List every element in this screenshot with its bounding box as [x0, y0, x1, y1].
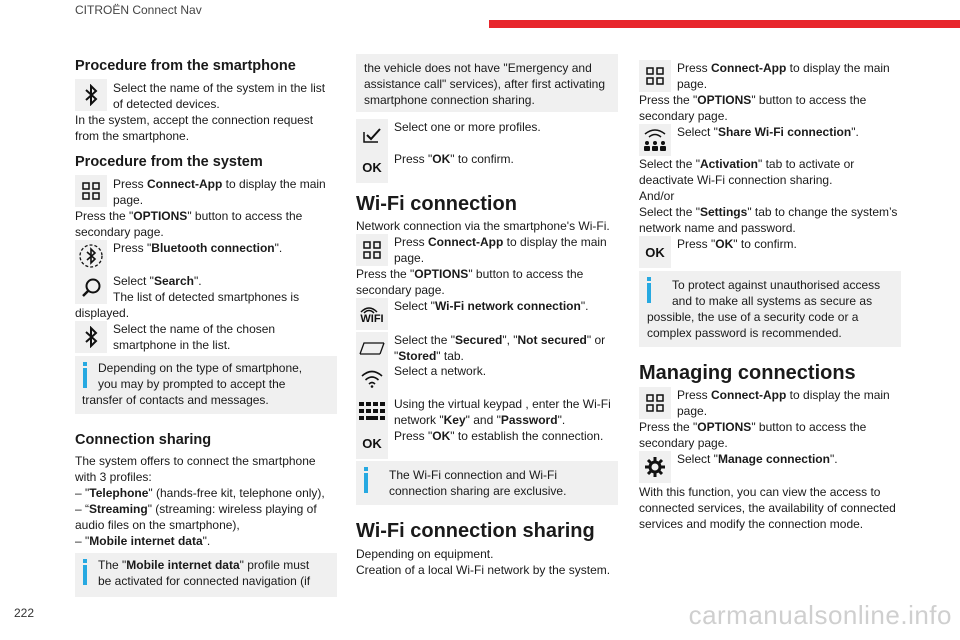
text-line: With this function, you can view the access to: [639, 485, 881, 499]
text-line: page.: [113, 193, 144, 207]
share-wifi-icon: [639, 124, 671, 156]
text-line: The list of detected smartphones is: [113, 290, 300, 304]
text-line: – "Mobile internet data".: [75, 534, 211, 548]
text-line: Press Connect-App to display the main: [394, 235, 607, 249]
text-line: connected services, the availability of connected: [639, 501, 896, 515]
text-line: Select "Wi-Fi network connection".: [394, 299, 589, 313]
info-note: Depending on the type of smartphone, you may by prompted to accept the transfer of contacts and messages.: [75, 356, 337, 414]
info-icon: [647, 283, 651, 303]
text-line: network "Key" and "Password".: [394, 413, 566, 427]
watermark: carmanualsonline.info: [688, 600, 952, 630]
text-line: Press Connect-App to display the main: [113, 177, 326, 191]
ok-icon: OK: [639, 236, 671, 268]
text-line: Select the "Settings" tab to change the system’s: [639, 205, 898, 219]
text-line: "Stored" tab.: [394, 349, 464, 363]
text-line: secondary page.: [639, 436, 728, 450]
heading-wifi-connection-sharing: Wi-Fi connection sharing: [356, 520, 595, 542]
keypad-icon: [356, 395, 388, 427]
text-line: secondary page.: [75, 225, 164, 239]
search-icon: [75, 272, 107, 304]
text-line: Select the name of the system in the list: [113, 81, 326, 95]
text-line: Select the "Activation" tab to activate or: [639, 157, 855, 171]
text-line: smartphone in the list.: [113, 338, 231, 352]
text-line: Press the "OPTIONS" button to access the: [639, 93, 867, 107]
text-line: – "Telephone" (hands-free kit, telephone only),: [75, 486, 325, 500]
text-line: Press "OK" to confirm.: [394, 152, 514, 166]
tab-icon: [356, 332, 388, 364]
info-note-continued: the vehicle does not have "Emergency and assistance call" services), after first activating smartphone connection sharing.: [356, 54, 618, 112]
text-line: secondary page.: [356, 283, 445, 297]
text-line: Using the virtual keypad , enter the Wi-Fi: [394, 397, 611, 411]
info-icon: [83, 565, 87, 585]
text-line: Select the name of the chosen: [113, 322, 276, 336]
text-line: of detected devices.: [113, 97, 220, 111]
info-note: To protect against unauthorised access and to make all systems as secure as possible, the use of a security code or a complex password is recommended.: [639, 271, 901, 347]
page-number: 222: [14, 606, 35, 620]
text-line: Network connection via the smartphone's Wi-Fi.: [356, 219, 610, 233]
text-line: audio files on the smartphone),: [75, 518, 240, 532]
apps-grid-icon: [639, 60, 671, 92]
text-line: Press the "OPTIONS" button to access the: [75, 209, 303, 223]
text-line: Press "OK" to confirm.: [677, 237, 797, 251]
wifi-icon: [356, 363, 388, 395]
text-line: Creation of a local Wi-Fi network by the system.: [356, 563, 611, 577]
text-line: services and modify the connection mode.: [639, 517, 864, 531]
info-icon: [83, 368, 87, 388]
text-line: In the system, accept the connection request: [75, 113, 314, 127]
apps-grid-icon: [356, 234, 388, 266]
text-line: – “Streaming" (streaming: wireless playing of: [75, 502, 317, 516]
text-line: Press Connect-App to display the main: [677, 388, 890, 402]
text-line: page.: [677, 77, 708, 91]
header-title: CITROËN Connect Nav: [75, 3, 202, 17]
info-icon: [364, 473, 368, 493]
heading-procedure-smartphone: Procedure from the smartphone: [75, 58, 296, 74]
text-line: page.: [394, 251, 425, 265]
text-line: Select the "Secured", "Not secured" or: [394, 333, 606, 347]
text-line: with 3 profiles:: [75, 470, 152, 484]
text-line: Press Connect-App to display the main: [677, 61, 890, 75]
text-line: Select one or more profiles.: [394, 120, 541, 134]
text-line: from the smartphone.: [75, 129, 190, 143]
text-line: Press "Bluetooth connection".: [113, 241, 283, 255]
heading-procedure-system: Procedure from the system: [75, 154, 263, 170]
text-line: Press the "OPTIONS" button to access the: [356, 267, 584, 281]
text-line: secondary page.: [639, 109, 728, 123]
text-line: network name and password.: [639, 221, 796, 235]
heading-wifi-connection: Wi-Fi connection: [356, 193, 517, 215]
apps-grid-icon: [639, 387, 671, 419]
bluetooth-icon: [75, 321, 107, 353]
info-note: The "Mobile internet data" profile must be activated for connected navigation (if: [75, 553, 337, 597]
text-line: Depending on equipment.: [356, 547, 494, 561]
text-line: The system offers to connect the smartphone: [75, 454, 316, 468]
text-line: Select "Share Wi-Fi connection".: [677, 125, 859, 139]
gear-connection-icon: [639, 451, 671, 483]
text-line: Select "Manage connection".: [677, 452, 838, 466]
header-accent-bar: [489, 20, 960, 28]
text-line: Select a network.: [394, 364, 487, 378]
text-line: Press the "OPTIONS" button to access the: [639, 420, 867, 434]
text-line: displayed.: [75, 306, 130, 320]
heading-connection-sharing: Connection sharing: [75, 432, 212, 448]
text-line: page.: [677, 404, 708, 418]
bluetooth-circle-icon: [75, 240, 107, 272]
text-line: Press "OK" to establish the connection.: [394, 429, 604, 443]
text-line: deactivate Wi-Fi connection sharing.: [639, 173, 833, 187]
heading-managing-connections: Managing connections: [639, 362, 856, 384]
text-line: Select "Search".: [113, 274, 202, 288]
bluetooth-icon: [75, 79, 107, 111]
apps-grid-icon: [75, 175, 107, 207]
info-note: The Wi-Fi connection and Wi-Fi connection sharing are exclusive.: [356, 461, 618, 505]
wifi-label-icon: WIFI: [356, 298, 388, 330]
ok-icon: OK: [356, 151, 388, 183]
checkbox-icon: [356, 119, 388, 151]
ok-icon: OK: [356, 427, 388, 459]
text-line: And/or: [639, 189, 675, 203]
